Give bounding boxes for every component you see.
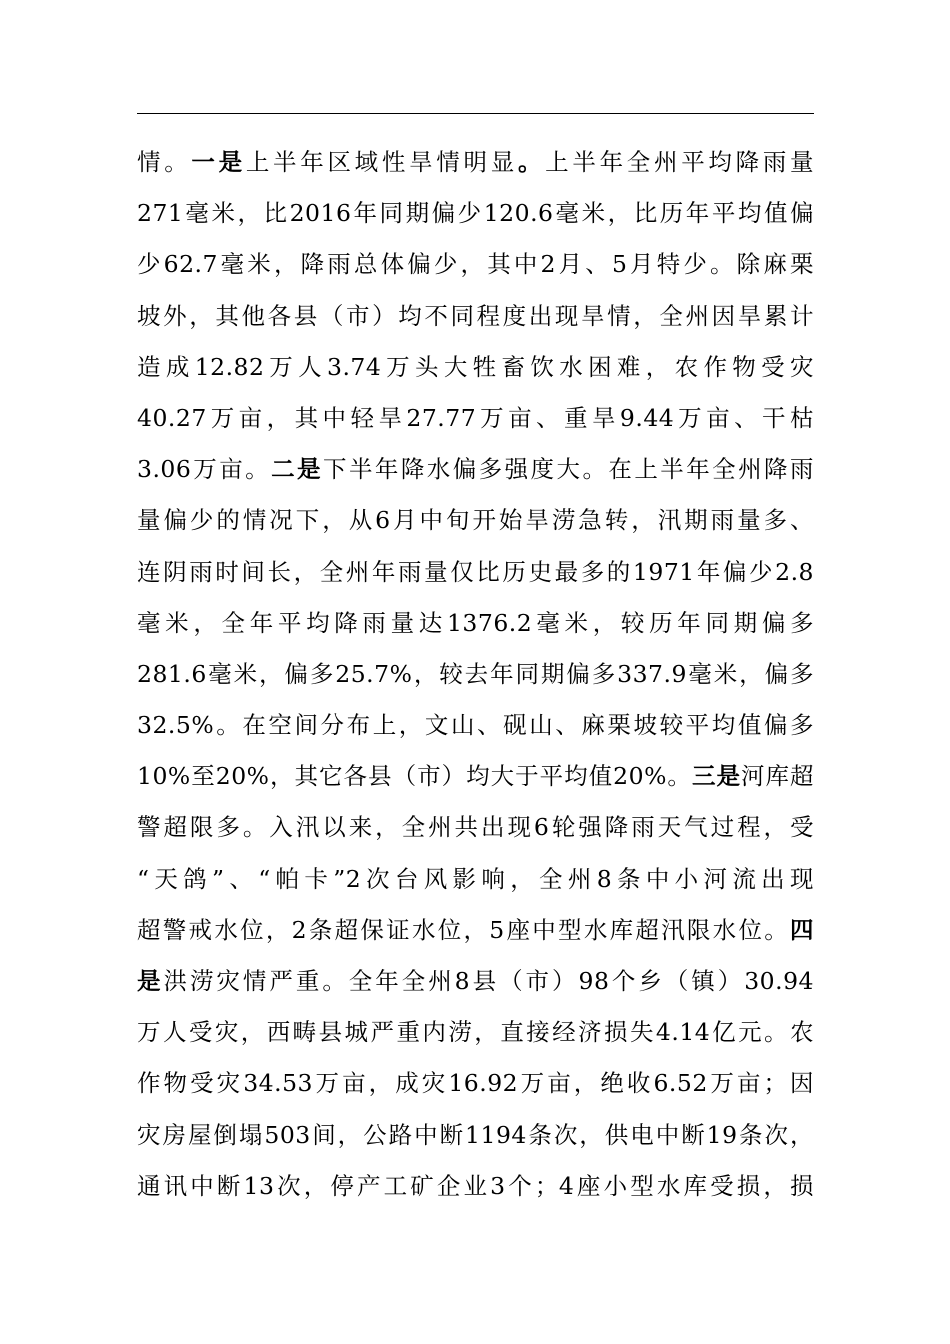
text-segment: 271毫米，比2016年同期偏少120.6毫米，比历年平均值偏	[137, 199, 814, 228]
text-segment: 河库超	[740, 762, 815, 791]
text-line	[137, 188, 814, 239]
text-segment: 警超限多。入汛以来，全州共出现6轮强降雨天气过程，受	[137, 813, 814, 842]
text-segment: 超警戒水位，2条超保证水位，5座中型水库超汛限水位。	[137, 915, 790, 944]
text-line	[137, 291, 814, 342]
text-segment: 下半年降水偏多强度大。在上半年全州降雨	[323, 455, 815, 484]
text-line	[137, 1058, 814, 1109]
text-line	[137, 1007, 814, 1058]
text-segment: 量偏少的情况下，从6月中旬开始旱涝急转，汛期雨量多、	[137, 506, 814, 535]
text-segment: 40.27万亩，其中轻旱27.77万亩、重旱9.44万亩、干枯	[137, 403, 814, 432]
bold-text-segment: 一是	[191, 148, 246, 176]
bold-text-segment: 是	[137, 967, 164, 995]
text-segment: 灾房屋倒塌503间，公路中断1194条次，供电中断19条次，	[137, 1120, 814, 1149]
header-rule	[137, 113, 814, 114]
bold-text-segment: 二是	[271, 455, 323, 484]
text-segment: 通讯中断13次，停产工矿企业3个；4座小型水库受损，损	[137, 1171, 814, 1200]
text-segment: 上半年区域性旱情明显	[245, 148, 518, 176]
text-line	[137, 393, 814, 444]
text-segment: 3.06万亩。	[137, 455, 272, 484]
text-segment: 情。	[137, 148, 192, 176]
text-line	[137, 956, 814, 1007]
text-segment: 坡外，其他各县（市）均不同程度出现旱情，全州因旱累计	[137, 301, 814, 330]
text-segment: 少62.7毫米，降雨总体偏少，其中2月、5月特少。除麻栗	[137, 250, 814, 279]
text-line	[137, 649, 814, 700]
text-segment: 洪涝灾情严重。全年全州8县（市）98个乡（镇）30.94	[163, 967, 815, 995]
text-line	[137, 547, 814, 598]
bold-text-segment: 四	[790, 915, 814, 944]
text-line	[137, 495, 814, 546]
text-segment: “天鸽”、“帕卡”2次台风影响，全州8条中小河流出现	[137, 864, 814, 893]
text-line	[137, 751, 814, 802]
text-segment: 万人受灾，西畴县城严重内涝，直接经济损失4.14亿元。农	[137, 1018, 814, 1047]
bold-text-segment: 。	[517, 148, 546, 176]
bold-text-segment: 三是	[691, 762, 741, 791]
text-line	[137, 444, 814, 495]
text-segment: 上半年全州平均降雨量	[545, 148, 815, 176]
text-segment: 连阴雨时间长，全州年雨量仅比历史最多的1971年偏少2.8	[137, 557, 814, 586]
text-line	[137, 802, 814, 853]
text-segment: 10%至20%，其它各县（市）均大于平均值20%。	[137, 762, 692, 791]
text-line	[137, 905, 814, 956]
text-line	[137, 342, 814, 393]
text-line	[137, 1161, 814, 1212]
text-line	[137, 1110, 814, 1161]
text-segment: 作物受灾34.53万亩，成灾16.92万亩，绝收6.52万亩；因	[137, 1069, 814, 1098]
text-line	[137, 239, 814, 290]
text-line	[137, 700, 814, 751]
text-line	[137, 598, 814, 649]
text-segment: 造成12.82万人3.74万头大牲畜饮水困难，农作物受灾	[137, 352, 814, 381]
text-segment: 毫米，全年平均降雨量达1376.2毫米，较历年同期偏多	[137, 608, 814, 637]
text-segment: 32.5%。在空间分布上，文山、砚山、麻栗坡较平均值偏多	[137, 711, 814, 740]
text-line	[137, 137, 814, 188]
text-line	[137, 854, 814, 905]
text-segment: 281.6毫米，偏多25.7%，较去年同期偏多337.9毫米，偏多	[137, 659, 814, 688]
body-paragraph	[137, 137, 814, 1212]
